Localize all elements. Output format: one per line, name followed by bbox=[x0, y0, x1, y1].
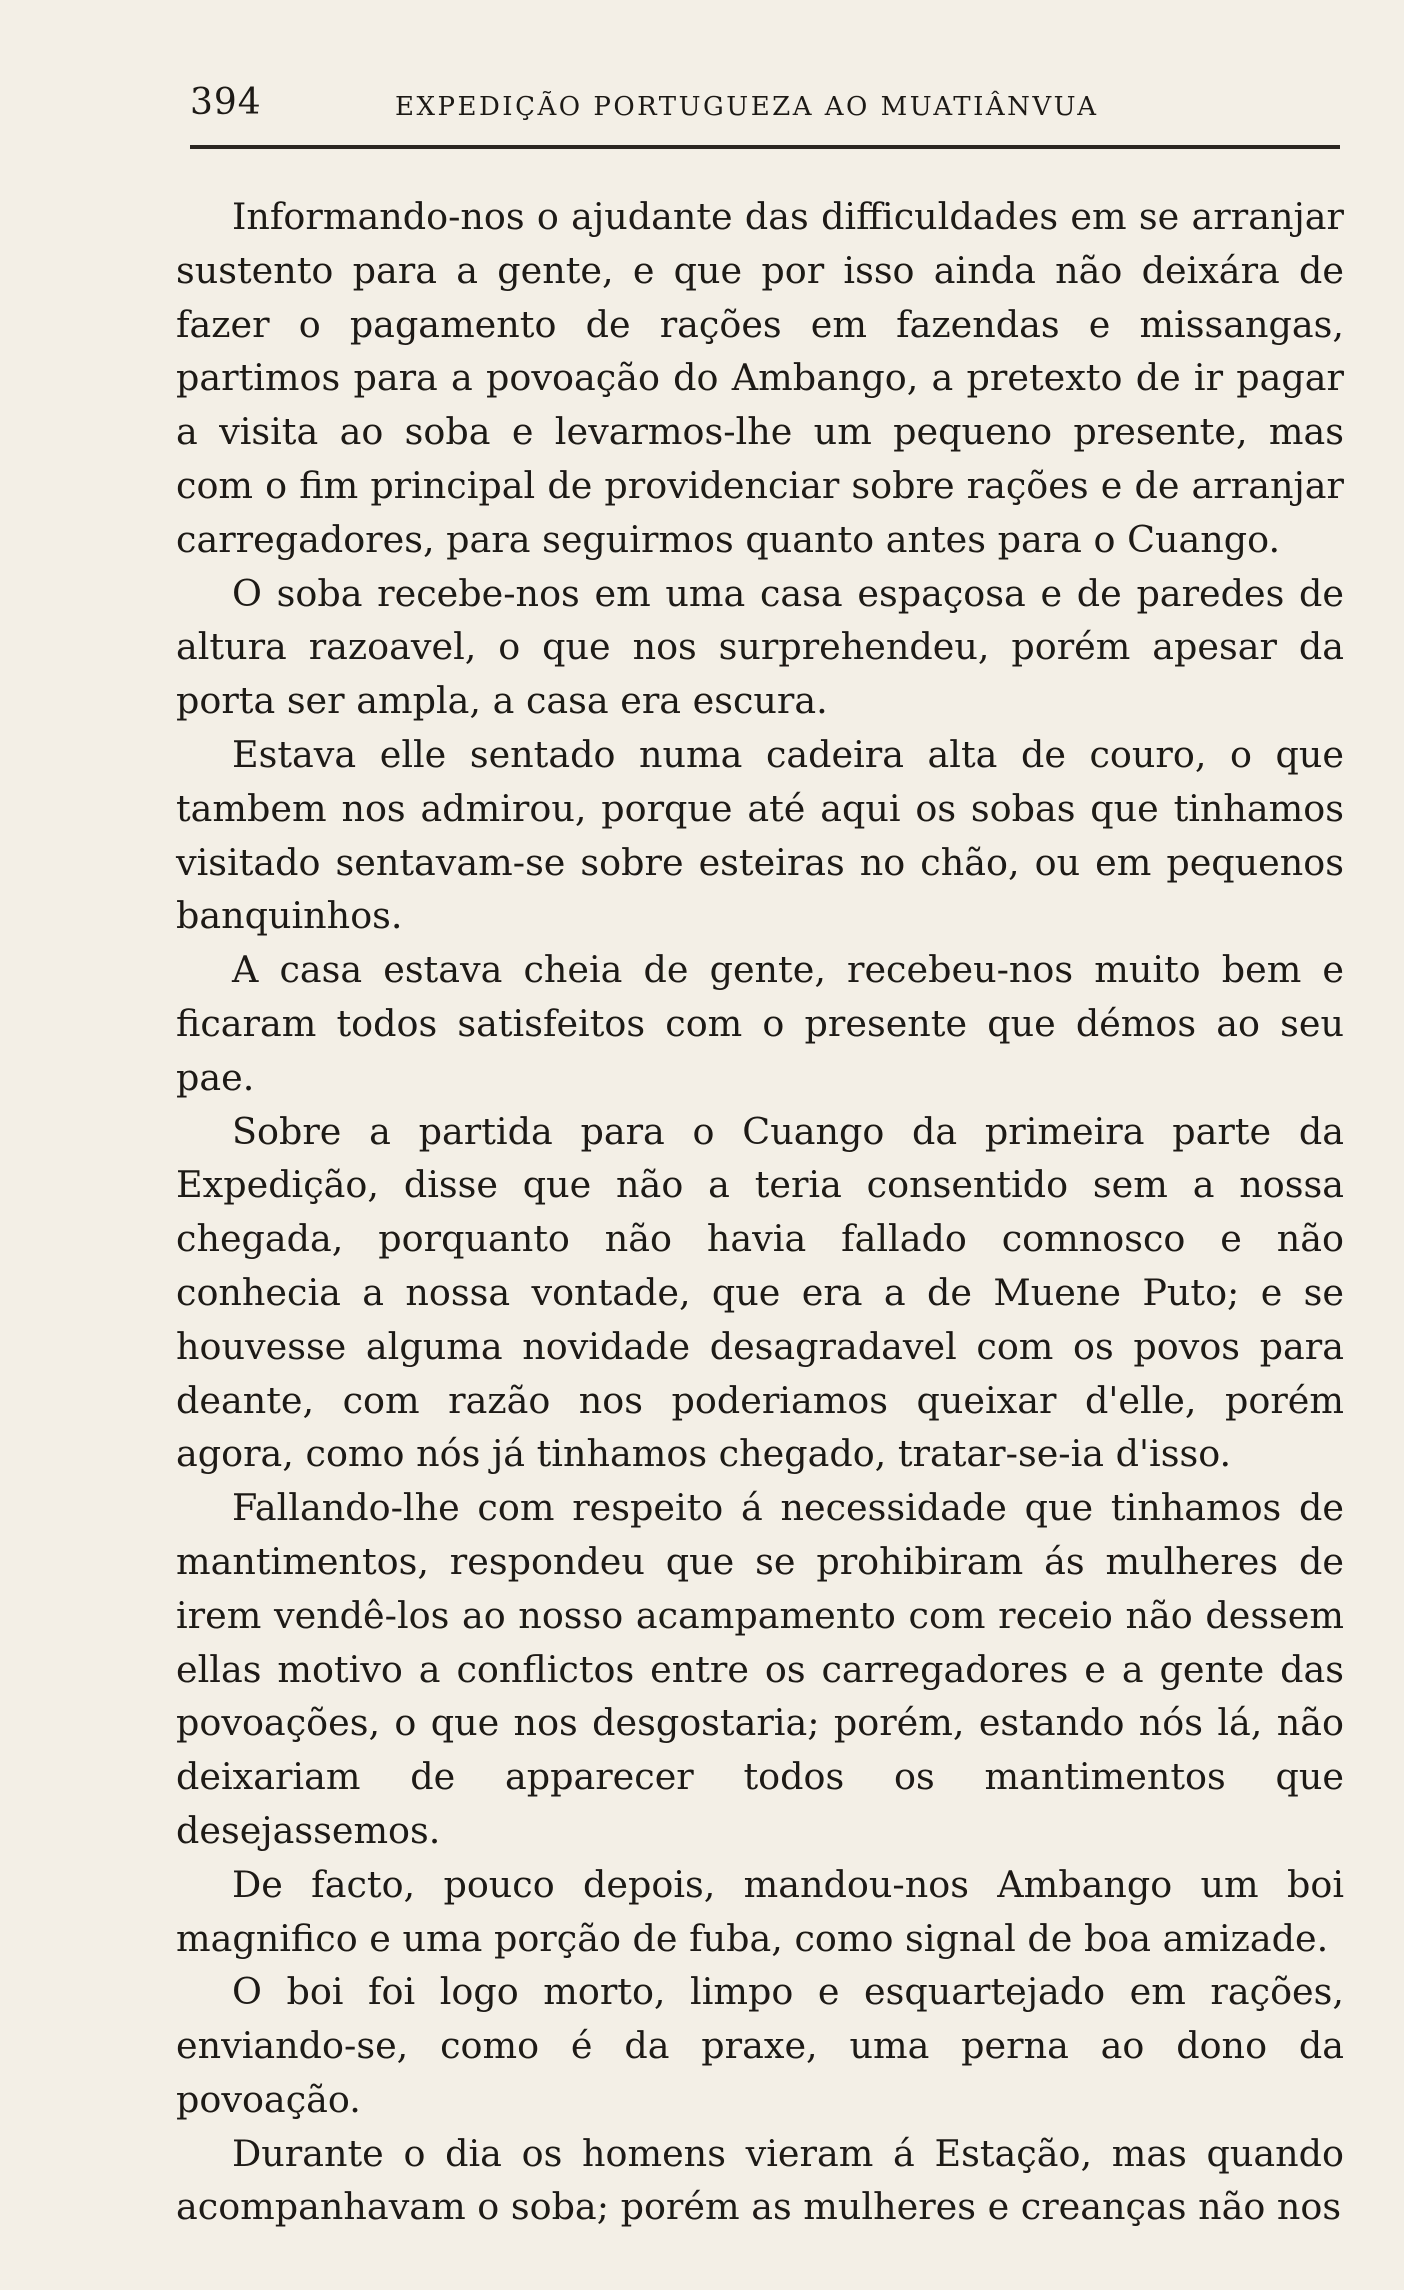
paragraph: Sobre a partida para o Cuango da primeira parte da Expedição, disse que não a teria consentido sem a nossa chegada, porquanto não havia fallado comnosco e não conhecia a nossa vontade, que era a de Muene Puto; e se houvesse alguma novidade desagradavel com os povos para deante, com razão nos poderiamos queixar d'elle, porém agora, como nós já tinhamos chegado, tratar-se-ia d'isso. bbox=[176, 1109, 1344, 1476]
paragraph: O boi foi logo morto, limpo e esquartejado em rações, enviando-se, como é da praxe, uma perna ao dono da povoação. bbox=[176, 1970, 1344, 2121]
paragraph: O soba recebe-nos em uma casa espaçosa e de paredes de altura razoavel, o que nos surprehendeu, porém apesar da porta ser ampla, a casa era escura. bbox=[176, 571, 1344, 723]
paragraph: Informando-nos o ajudante das difficuldades em se arranjar sustento para a gente, e que por isso ainda não deixára de fazer o pagamento de rações em fazendas e missangas, partimos para a povoação do Ambango, a pretexto de ir pagar a visita ao soba e levarmos-lhe um pequeno presente, mas com o fim principal de providenciar sobre rações e de arranjar carregadores, para seguirmos quanto antes para o Cuango. bbox=[176, 195, 1344, 561]
paragraph: Durante o dia os homens vieram á Estação, mas quando acompanhavam o soba; porém as mulheres e creanças não nos bbox=[176, 2131, 1344, 2229]
paragraph: De facto, pouco depois, mandou-nos Ambango um boi magnifico e uma porção de fuba, como signal de boa amizade. bbox=[176, 1862, 1344, 1960]
paragraph: Estava elle sentado numa cadeira alta de couro, o que tambem nos admirou, porque até aqui os sobas que tinhamos visitado sentavam-se sobre esteiras no chão, ou em pequenos banquinhos. bbox=[176, 732, 1344, 938]
paragraph: Fallando-lhe com respeito á necessidade que tinhamos de mantimentos, respondeu que se prohibiram ás mulheres de irem vendê-los ao nosso acampamento com receio não dessem ellas motivo a conflictos entre os carregadores e a gente das povoações, o que nos desgostaria; porém, estando nós lá, não deixariam de apparecer todos os mantimentos que desejassemos. bbox=[176, 1486, 1344, 1852]
header-rule bbox=[190, 145, 1340, 149]
paragraph: A casa estava cheia de gente, recebeu-nos muito bem e ficaram todos satisfeitos com o presente que démos ao seu pae. bbox=[176, 948, 1344, 1099]
body-text bbox=[176, 190, 1344, 2234]
page-header bbox=[190, 82, 1340, 132]
page-number: 394 bbox=[190, 82, 262, 123]
running-title: EXPEDIÇÃO PORTUGUEZA AO MUATIÂNVUA bbox=[395, 92, 1099, 122]
